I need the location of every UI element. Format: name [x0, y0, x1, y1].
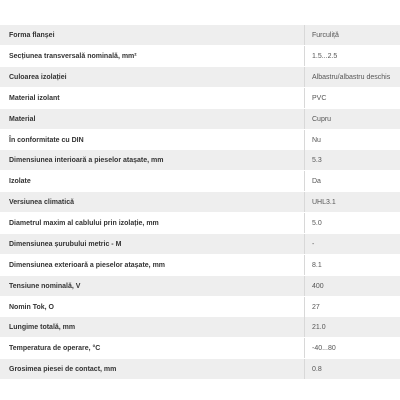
column-divider [304, 171, 305, 191]
spec-value: PVC [312, 94, 327, 102]
column-divider [304, 255, 305, 275]
column-divider [304, 192, 305, 212]
column-divider [304, 276, 305, 296]
column-divider [304, 317, 305, 337]
column-divider [304, 130, 305, 150]
spec-label: Forma flanșei [9, 31, 55, 39]
spec-value: 0.8 [312, 365, 322, 373]
spec-label: Temperatura de operare, °C [9, 344, 101, 352]
column-divider [304, 25, 305, 45]
table-row [0, 25, 400, 45]
spec-value: Nu [312, 136, 321, 144]
table-row [0, 276, 400, 296]
spec-label: Versiunea climatică [9, 198, 74, 206]
spec-value: 400 [312, 282, 324, 290]
spec-value: UHL3.1 [312, 198, 336, 206]
table-row [0, 171, 400, 191]
spec-value: Cupru [312, 115, 332, 123]
spec-label: Material izolant [9, 94, 60, 102]
spec-value: 1.5...2.5 [312, 52, 338, 60]
spec-value: 5.0 [312, 219, 322, 227]
spec-value: -40...80 [312, 344, 336, 352]
spec-label: Izolate [9, 177, 31, 185]
spec-value: Furculiță [312, 31, 339, 39]
table-row [0, 109, 400, 129]
spec-value: Da [312, 177, 321, 185]
spec-label: Culoarea izolației [9, 73, 67, 81]
spec-label: Dimensiunea interioară a pieselor atașate, mm [9, 156, 164, 164]
spec-value: 8.1 [312, 261, 322, 269]
table-row [0, 317, 400, 337]
column-divider [304, 46, 305, 66]
spec-label: În conformitate cu DIN [9, 136, 84, 144]
column-divider [304, 88, 305, 108]
column-divider [304, 67, 305, 87]
table-row [0, 88, 400, 108]
spec-label: Material [9, 115, 36, 123]
table-row [0, 213, 400, 233]
spec-value: 5.3 [312, 156, 322, 164]
spec-label: Lungime totală, mm [9, 323, 76, 331]
column-divider [304, 234, 305, 254]
column-divider [304, 297, 305, 317]
column-divider [304, 359, 305, 379]
table-row [0, 338, 400, 358]
spec-value: - [312, 240, 315, 248]
table-row [0, 150, 400, 170]
spec-value: Albastru/albastru deschis [312, 73, 391, 81]
table-row [0, 192, 400, 212]
spec-label: Tensiune nominală, V [9, 282, 81, 290]
spec-label: Dimensiunea șurubului metric - M [9, 240, 122, 248]
table-row [0, 130, 400, 150]
spec-label: Diametrul maxim al cablului prin izolație, mm [9, 219, 159, 227]
column-divider [304, 109, 305, 129]
table-row [0, 46, 400, 66]
table-row [0, 359, 400, 379]
spec-label: Secțiunea transversală nominală, mm² [9, 52, 137, 60]
column-divider [304, 150, 305, 170]
spec-value: 27 [312, 303, 320, 311]
spec-label: Dimensiunea exterioară a pieselor atașate, mm [9, 261, 166, 269]
column-divider [304, 338, 305, 358]
table-row [0, 67, 400, 87]
spec-label: Nomin Tok, O [9, 303, 54, 311]
spec-label: Grosimea piesei de contact, mm [9, 365, 117, 373]
spec-value: 21.0 [312, 323, 326, 331]
table-row [0, 255, 400, 275]
column-divider [304, 213, 305, 233]
table-row [0, 234, 400, 254]
table-row [0, 297, 400, 317]
